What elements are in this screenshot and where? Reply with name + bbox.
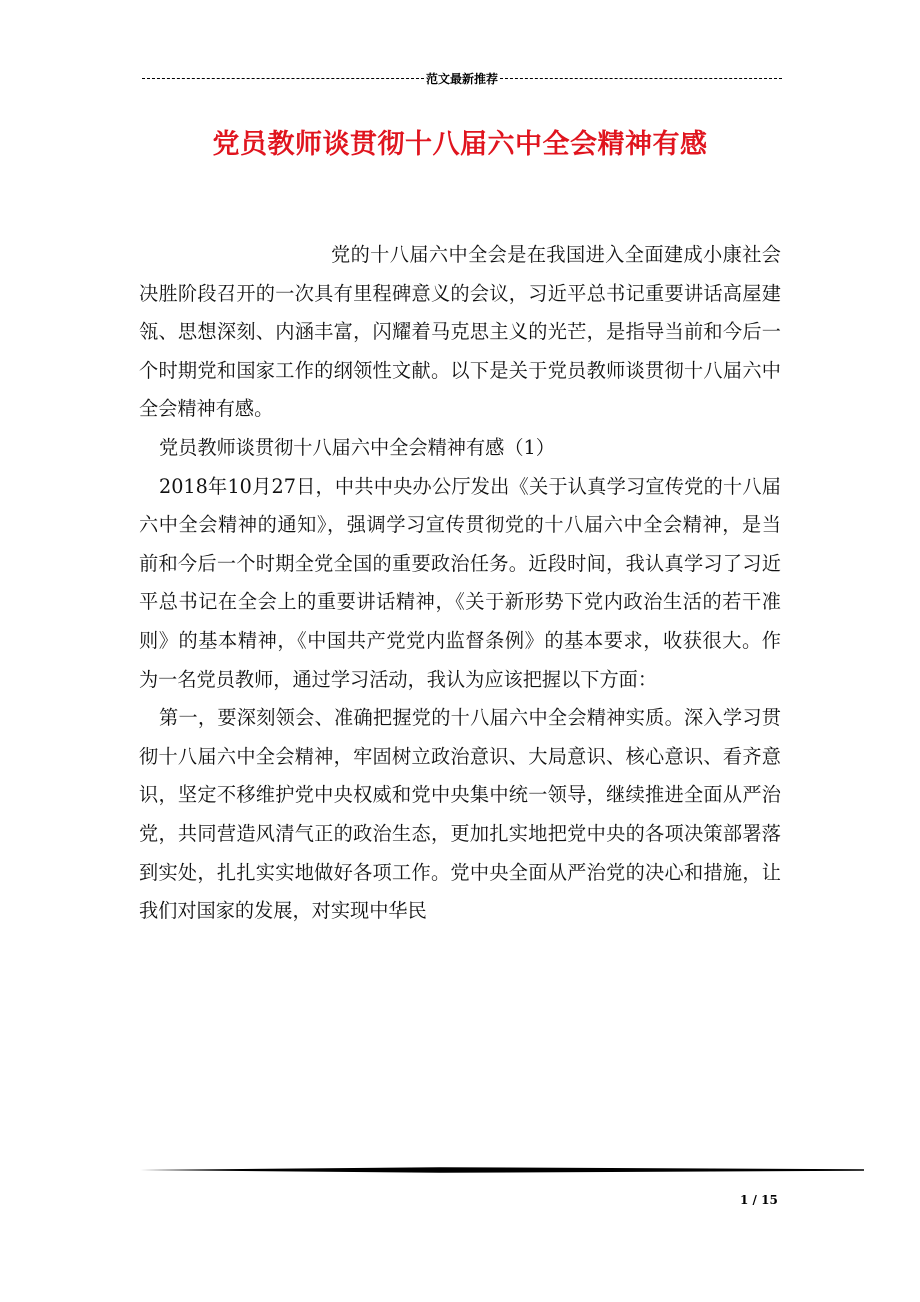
page-number: 1 / 15 (740, 1193, 778, 1207)
header-dash-right (500, 78, 782, 79)
paragraph-intro: 党的十八届六中全会是在我国进入全面建成小康社会决胜阶段召开的一次具有里程碑意义的会议，习近平总书记重要讲话高屋建瓴、思想深刻、内涵丰富，闪耀着马克思主义的光芒，是指导当前和今后一个时期党和国家工作的纲领性文献。以下是关于党员教师谈贯彻十八届六中全会精神有感。 (139, 243, 781, 421)
paragraph-first-point: 第一，要深刻领会、准确把握党的十八届六中全会精神实质。深入学习贯彻十八届六中全会精神，牢固树立政治意识、大局意识、核心意识、看齐意识，坚定不移维护党中央权威和党中央集中统一领导，继续推进全面从严治党，共同营造风清气正的政治生态，更加扎实地把党中央的各项决策部署落到实处，扎扎实实地做好各项工作。党中央全面从严治党的决心和措施，让我们对国家的发展，对实现中华民 (139, 706, 781, 923)
header-dash-left (142, 78, 424, 79)
header-label: 范文最新推荐 (426, 71, 499, 86)
paragraph-notice: 2018年10月27日，中共中央办公厅发出《关于认真学习宣传党的十八届六中全会精神的通知》，强调学习宣传贯彻党的十八届六中全会精神，是当前和今后一个时期全党全国的重要政治任务。近段时间，我认真学习了习近平总书记在全会上的重要讲话精神，《关于新形势下党内政治生活的若干准则》的基本精神，《中国共产党党内监督条例》的基本要求，收获很大。作为一名党员教师，通过学习活动，我认为应该把握以下方面： (139, 474, 781, 691)
footer-rule (140, 1166, 864, 1174)
document-title: 党员教师谈贯彻十八届六中全会精神有感 (212, 129, 708, 160)
document-body (139, 236, 781, 931)
page-header (142, 70, 782, 86)
paragraph-subheading: 党员教师谈贯彻十八届六中全会精神有感（1） (159, 435, 555, 459)
